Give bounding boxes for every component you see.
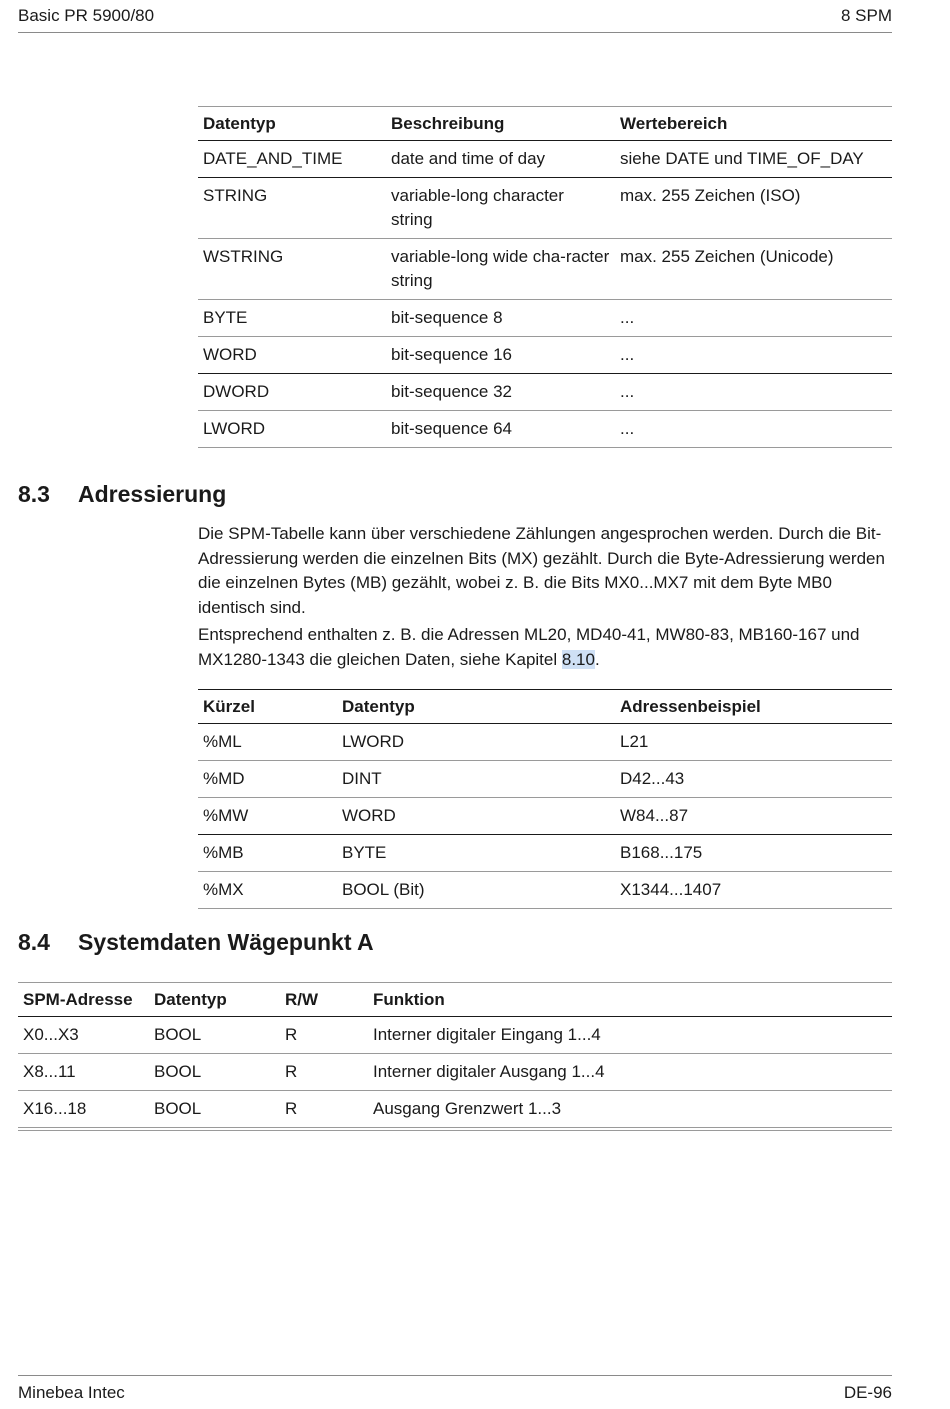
table-cell: Interner digitaler Eingang 1...4	[373, 1025, 601, 1044]
section-heading-8-4	[18, 929, 374, 956]
table-cell: ...	[620, 308, 635, 327]
table-row	[198, 141, 892, 178]
table-row	[198, 872, 892, 909]
col-header: Datentyp	[203, 114, 276, 133]
table-cell: X8...11	[23, 1062, 76, 1081]
table-cell: %MB	[203, 843, 244, 862]
table-cell: L21	[620, 732, 649, 751]
table-cell: BYTE	[203, 308, 248, 327]
datatype-table	[198, 106, 892, 448]
table-cell: %MX	[203, 880, 244, 899]
footer-page-number: DE-96	[843, 1383, 892, 1402]
table-cell: bit-sequence 16	[391, 345, 512, 364]
addressing-paragraph-1: Die SPM-Tabelle kann über verschiedene Zählungen angesprochen werden. Durch die Bit-Adressierung werden die einzelnen Bits (MX) gezählt. Durch die Byte-Adressierung werden die einzelnen Bytes (MB) gezählt, wobei z. B. die Bits MX0...MX7 mit dem Byte MB0 identisch sind.	[198, 524, 885, 617]
section-number: 8.4	[18, 929, 50, 955]
table-cell: Interner digitaler Ausgang 1...4	[373, 1062, 605, 1081]
col-header: Adressenbeispiel	[620, 697, 761, 716]
table-cell: %MD	[203, 769, 245, 788]
table-cell: BYTE	[342, 843, 387, 862]
table-row	[198, 798, 892, 835]
footer-company: Minebea Intec	[18, 1383, 125, 1402]
table-cell: variable-long character string	[391, 186, 564, 229]
table-cell: X1344...1407	[620, 880, 722, 899]
col-header: Datentyp	[154, 990, 227, 1009]
table-row	[198, 761, 892, 798]
table-cell: %ML	[203, 732, 242, 751]
table-cell: X0...X3	[23, 1025, 79, 1044]
table-cell: R	[285, 1062, 298, 1081]
table-cell: DINT	[342, 769, 382, 788]
col-header: Datentyp	[342, 697, 415, 716]
table-cell: BOOL (Bit)	[342, 880, 425, 899]
table-cell: WORD	[342, 806, 396, 825]
table-row	[198, 411, 892, 448]
table-row	[198, 374, 892, 411]
table-cell: ...	[620, 345, 635, 364]
col-header: Funktion	[373, 990, 445, 1009]
section-heading-8-3	[18, 481, 226, 508]
header-chapter: 8 SPM	[840, 6, 892, 25]
table-row	[198, 178, 892, 239]
table-cell: ...	[620, 419, 635, 438]
table-cell: Ausgang Grenzwert 1...3	[373, 1099, 562, 1118]
chapter-link-8-10[interactable]: 8.10	[561, 649, 595, 669]
table-row	[198, 337, 892, 374]
table-row	[18, 1017, 892, 1054]
table-cell: bit-sequence 64	[391, 419, 512, 438]
table-row	[198, 239, 892, 300]
table-cell: max. 255 Zeichen (Unicode)	[620, 247, 834, 266]
table-cell: max. 255 Zeichen (ISO)	[620, 186, 801, 205]
table-cell: R	[285, 1025, 298, 1044]
addressing-table	[198, 689, 892, 909]
system-data-table	[18, 982, 892, 1128]
table-cell: STRING	[203, 186, 268, 205]
table-row	[18, 1054, 892, 1091]
table-row	[18, 1091, 892, 1128]
table-cell: BOOL	[154, 1025, 202, 1044]
table-cell: bit-sequence 8	[391, 308, 503, 327]
addressing-paragraph-2	[198, 623, 892, 672]
table-row	[198, 724, 892, 761]
page-header	[18, 6, 892, 33]
paragraph-text: Entsprechend enthalten z. B. die Adressen ML20, MD40-41, MW80-83, MB160-167 und MX1280-1343 die gleichen Daten, siehe Kapitel	[198, 625, 860, 669]
table-cell: BOOL	[154, 1062, 202, 1081]
table-cell: ...	[620, 382, 635, 401]
table-cell: bit-sequence 32	[391, 382, 512, 401]
table-row	[198, 835, 892, 872]
table-cell: DATE_AND_TIME	[203, 149, 343, 168]
table-cell: X16...18	[23, 1099, 87, 1118]
table-cell: DWORD	[203, 382, 270, 401]
table-cell: LWORD	[203, 419, 266, 438]
header-doc-title: Basic PR 5900/80	[18, 6, 155, 25]
table-end-rule	[18, 1130, 892, 1131]
col-header: R/W	[285, 990, 319, 1009]
col-header: Beschreibung	[391, 114, 505, 133]
table-cell: D42...43	[620, 769, 685, 788]
table-cell: siehe DATE und TIME_OF_DAY	[620, 149, 864, 168]
page-footer	[18, 1375, 892, 1409]
table-row	[198, 300, 892, 337]
table-cell: WSTRING	[203, 247, 284, 266]
table-cell: R	[285, 1099, 298, 1118]
col-header: SPM-Adresse	[23, 990, 133, 1009]
table-cell: W84...87	[620, 806, 689, 825]
section-title: Adressierung	[78, 481, 227, 507]
col-header: Kürzel	[203, 697, 255, 716]
table-cell: %MW	[203, 806, 249, 825]
section-title: Systemdaten Wägepunkt A	[78, 929, 374, 955]
table-cell: B168...175	[620, 843, 703, 862]
table-cell: variable-long wide cha-racter string	[391, 247, 610, 290]
table-cell: LWORD	[342, 732, 405, 751]
section-number: 8.3	[18, 481, 50, 507]
table-cell: date and time of day	[391, 149, 546, 168]
table-cell: BOOL	[154, 1099, 202, 1118]
table-cell: WORD	[203, 345, 257, 364]
paragraph-period: .	[594, 649, 600, 669]
col-header: Wertebereich	[620, 114, 728, 133]
